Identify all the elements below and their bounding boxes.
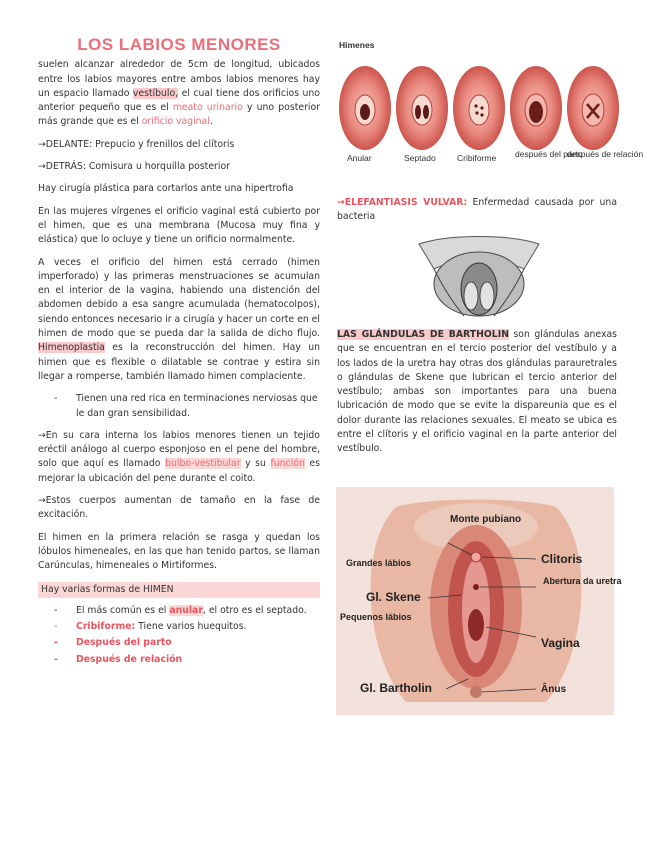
page-title: LOS LABIOS MENORES — [77, 35, 281, 54]
text: →En su cara interna los labios menores tienen un tejido eréctil análogo al cuerpo esponjoso en el pene del hombre, solo que aquí es llamado — [38, 429, 320, 470]
text: es mejorar la ubicación del pene durante el coito. — [38, 458, 320, 484]
bartholin-block — [337, 328, 617, 465]
list-item — [76, 620, 320, 634]
hymen-label-parto: después del parto — [515, 149, 583, 159]
elefantiasis-block — [337, 196, 617, 233]
primera-relacion-paragraph: El himen en la primera relación se rasga y quedan los lóbulos himeneales, en las que han tenido partos, se llaman Carúnculas, himeneales o Mirtiformes. — [38, 531, 320, 572]
text: Tiene varios huequitos. — [135, 621, 247, 633]
virgenes-paragraph: En las mujeres vírgenes el orificio vaginal está cubierto por el himen, que es una membrana (Mucosa muy fina y elástica) que lo ocluye y tiene un orificio normalmente. — [38, 205, 320, 246]
formas-himen-header: Hay varias formas de HIMEN — [38, 582, 320, 598]
text: , el otro es el septado. — [202, 604, 307, 616]
hymen-label-relacion: después de relación — [567, 149, 644, 159]
label-clitoris: Clitoris — [541, 552, 583, 566]
funcion-term: función — [270, 458, 305, 470]
label-monte-pubiano: Monte pubiano — [450, 514, 522, 525]
hymen-figure-header: Himenes — [339, 40, 375, 50]
bulbo-term: bulbo-vestibular — [165, 458, 241, 470]
label-anus: Ânus — [541, 684, 566, 695]
label-gl-bartholin: Gl. Bartholin — [360, 681, 432, 695]
label-pequenos-labios: Pequenos lábios — [340, 612, 412, 622]
label-grandes-labios: Grandes lábios — [346, 558, 412, 568]
text: A veces el orificio del himen está cerrado (himen imperforado) y las primeras menstruaciones se acumulan en el interior de la vagina, habiendo una distención del abdomen debido a esa sangre acumulada (hematocolpos), siendo entonces necesario ir a cirugía y hacer un corte en el himen de modo que se pueda dar la salida de dicho flujo. — [38, 256, 320, 340]
hymen-cribiforme — [453, 66, 505, 150]
excitacion-paragraph: →Estos cuerpos aumentan de tamaño en la fase de excitación. — [38, 495, 320, 521]
himen-imperforado-paragraph — [38, 256, 320, 385]
meato-term: meato urinario — [172, 102, 243, 114]
formas-himen-list — [38, 604, 320, 667]
cara-interna-paragraph — [38, 429, 320, 486]
text: El más común es el — [76, 604, 170, 616]
hymen-label-anular: Anular — [347, 153, 372, 163]
text: y uno posterior más grande que es el — [38, 102, 320, 128]
hymen-septado — [396, 66, 448, 150]
list-item — [76, 604, 320, 618]
anular-term: anular — [169, 604, 203, 616]
cribiforme-term: Cribiforme: — [76, 621, 136, 633]
detras-line: →DETRÁS: Comisura u horquilla posterior — [38, 161, 230, 173]
text: el cual tiene dos orificios uno anterior pequeño que es el — [38, 87, 320, 114]
orificio-term: orificio vaginal — [141, 116, 210, 128]
bartholin-paragraph — [337, 328, 617, 457]
bartholin-term: LAS GLÁNDULAS DE BARTHOLIN — [337, 329, 509, 340]
label-abertura-uretra: Abertura da uretra — [543, 576, 622, 586]
text: y su — [240, 458, 271, 470]
list-item: - Después del parto — [76, 636, 320, 650]
vulva-anatomy-figure — [336, 487, 622, 715]
hymen-types-figure — [337, 38, 644, 174]
text: Enfermedad causada por una bacteria — [337, 197, 618, 223]
vestibulo-term: vestíbulo, — [132, 87, 179, 99]
hymen-despues-parto — [510, 66, 562, 150]
hymen-despues-relacion — [567, 66, 619, 150]
himenoplastia-term: Himenoplastia — [38, 342, 105, 354]
text: . — [209, 116, 213, 128]
intro-paragraph — [38, 58, 320, 129]
cirugia-line: Hay cirugía plástica para cortarlos ante una hipertrofia — [38, 183, 294, 195]
vulva-illustration — [414, 234, 544, 322]
terminaciones-list — [38, 392, 320, 421]
hymen-label-septado: Septado — [404, 153, 436, 163]
text: suelen alcanzar alrededor de 5cm de longitud, ubicados entre los labios mayores entre ambos labios menores hay un espacio llamado — [38, 59, 320, 99]
list-item: - Tienen una red rica en terminaciones nerviosas que le dan gran sensibilidad. — [76, 392, 320, 421]
text: es la reconstrucción del himen. Hay un himen que es flexible o dilatable se contrae y estira sin llegar a romperse, también llamado himen complaciente. — [38, 342, 320, 382]
left-column — [38, 35, 320, 675]
elefantiasis-term: →ELEFANTIASIS VULVAR: — [337, 197, 468, 208]
text: son glándulas anexas que se encuentran en el tercio posterior del vestíbulo y a los lados de la uretra hay otras dos glándulas parauretrales o glándulas de Skene que lubrican el tercio anterior del vestíbulo; ambas son importantes para una buena lubricación de modo que se evite la dispareunia que es el dolor durante las relaciones sexuales. El meato se ubica es entre el clítoris y el orificio vaginal en la parte anterior del vestíbulo. — [337, 329, 618, 455]
list-item: - Después de relación — [76, 653, 320, 667]
delante-line: →DELANTE: Prepucio y frenillos del clítoris — [38, 138, 235, 150]
elefantiasis-paragraph — [337, 196, 617, 225]
hymen-anular — [339, 66, 391, 150]
label-vagina: Vagina — [541, 636, 580, 650]
label-gl-skene: Gl. Skene — [366, 590, 421, 604]
hymen-label-cribiforme: Cribiforme — [457, 153, 497, 163]
